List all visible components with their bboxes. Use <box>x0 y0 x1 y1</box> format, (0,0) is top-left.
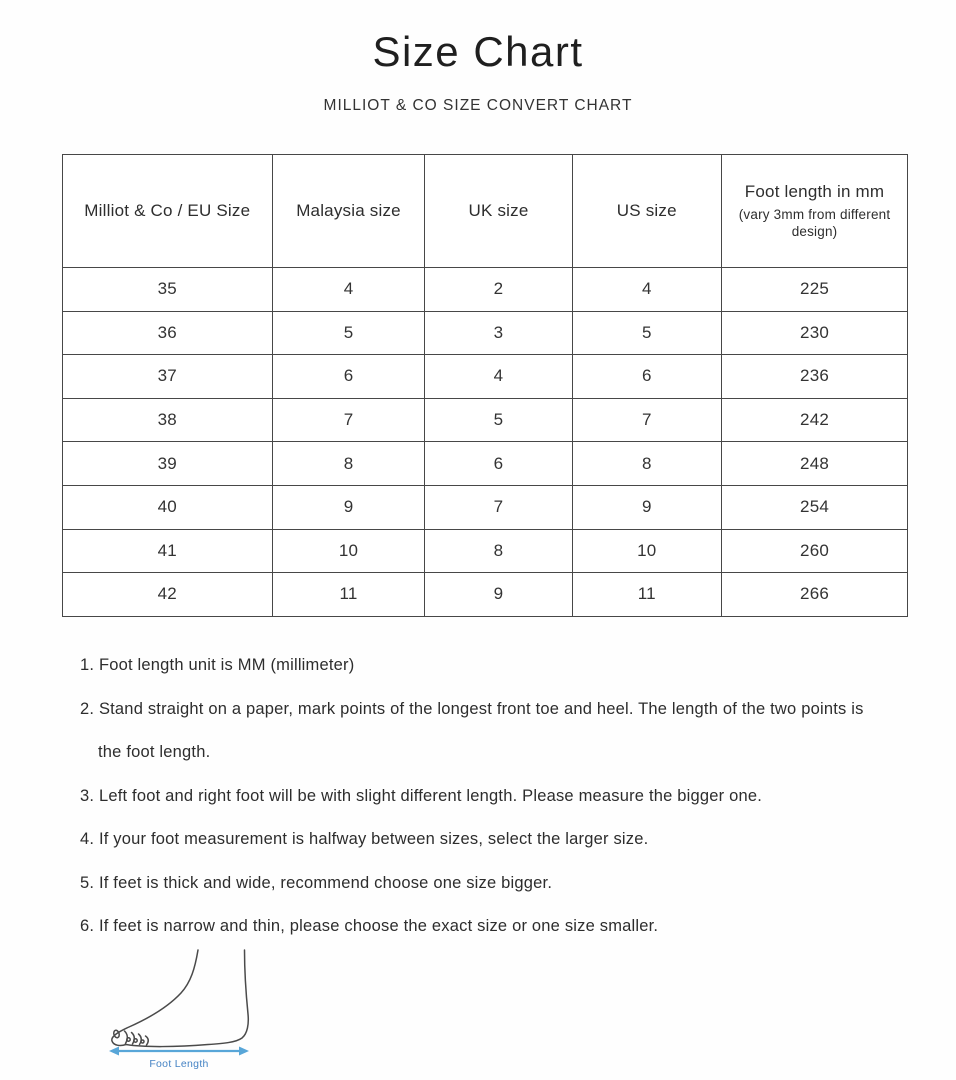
table-row <box>63 355 908 399</box>
table-cell: 9 <box>572 485 722 529</box>
column-header-label: Malaysia size <box>296 200 401 220</box>
table-row <box>63 398 908 442</box>
table-cell: 8 <box>272 442 425 486</box>
foot-outline-icon <box>112 950 248 1047</box>
table-cell: 8 <box>425 529 572 573</box>
table-cell: 260 <box>722 529 908 573</box>
column-header <box>425 155 572 268</box>
table-cell: 11 <box>272 573 425 617</box>
table-cell: 7 <box>272 398 425 442</box>
notes-list <box>80 644 882 949</box>
note-item: 5. If feet is thick and wide, recommend choose one size bigger. <box>80 873 553 892</box>
table-cell: 236 <box>722 355 908 399</box>
foot-length-arrow <box>109 1047 249 1056</box>
column-header-subtext: (vary 3mm from different design) <box>738 206 891 240</box>
column-header <box>722 155 908 268</box>
table-cell: 35 <box>63 268 273 312</box>
table-cell: 38 <box>63 398 273 442</box>
note-item: 6. If feet is narrow and thin, please choose the exact size or one size smaller. <box>80 917 659 935</box>
table-row <box>63 442 908 486</box>
table-cell: 40 <box>63 485 273 529</box>
table-row <box>63 573 908 617</box>
table-cell: 9 <box>272 485 425 529</box>
note-item: 4. If your foot measurement is halfway between sizes, select the larger size. <box>80 830 649 848</box>
column-header <box>63 155 273 268</box>
table-cell: 225 <box>722 268 908 312</box>
table-cell: 41 <box>63 529 273 573</box>
size-convert-table <box>62 154 908 617</box>
table-cell: 4 <box>425 355 572 399</box>
table-cell: 3 <box>425 311 572 355</box>
column-header-label: UK size <box>468 200 529 220</box>
table-cell: 42 <box>63 573 273 617</box>
table-cell: 36 <box>63 311 273 355</box>
table-cell: 5 <box>572 311 722 355</box>
foot-diagram <box>103 946 259 1074</box>
table-cell: 266 <box>722 573 908 617</box>
table-cell: 11 <box>572 573 722 617</box>
table-cell: 4 <box>572 268 722 312</box>
table-cell: 7 <box>572 398 722 442</box>
note-item: 1. Foot length unit is MM (millimeter) <box>80 656 355 674</box>
table-cell: 10 <box>572 529 722 573</box>
table-cell: 2 <box>425 268 572 312</box>
column-header-label: US size <box>616 200 677 220</box>
table-cell: 9 <box>425 573 572 617</box>
table-cell: 7 <box>425 485 572 529</box>
page-subtitle: MILLIOT & CO SIZE CONVERT CHART <box>323 97 633 114</box>
table-cell: 6 <box>572 355 722 399</box>
page-title: Size Chart <box>372 28 584 75</box>
foot-length-label: Foot Length <box>149 1058 209 1070</box>
table-cell: 6 <box>272 355 425 399</box>
table-cell: 5 <box>425 398 572 442</box>
table-cell: 6 <box>425 442 572 486</box>
table-header-row <box>63 155 908 268</box>
table-cell: 37 <box>63 355 273 399</box>
column-header-label: Milliot & Co / EU Size <box>84 200 251 220</box>
table-cell: 248 <box>722 442 908 486</box>
table-row <box>63 311 908 355</box>
table-cell: 242 <box>722 398 908 442</box>
table-cell: 254 <box>722 485 908 529</box>
note-item: 3. Left foot and right foot will be with slight different length. Please measure the bigger one. <box>80 786 763 805</box>
column-header <box>572 155 722 268</box>
column-header <box>272 155 425 268</box>
note-item: 2. Stand straight on a paper, mark points of the longest front toe and heel. The length of the two points is the foot length. <box>80 699 864 761</box>
table-cell: 4 <box>272 268 425 312</box>
table-cell: 39 <box>63 442 273 486</box>
table-cell: 5 <box>272 311 425 355</box>
table-row <box>63 268 908 312</box>
foot-measurement-illustration <box>103 946 259 1074</box>
table-row <box>63 485 908 529</box>
table-cell: 230 <box>722 311 908 355</box>
table-cell: 10 <box>272 529 425 573</box>
column-header-label: Foot length in mm <box>744 181 885 201</box>
table-cell: 8 <box>572 442 722 486</box>
table-row <box>63 529 908 573</box>
